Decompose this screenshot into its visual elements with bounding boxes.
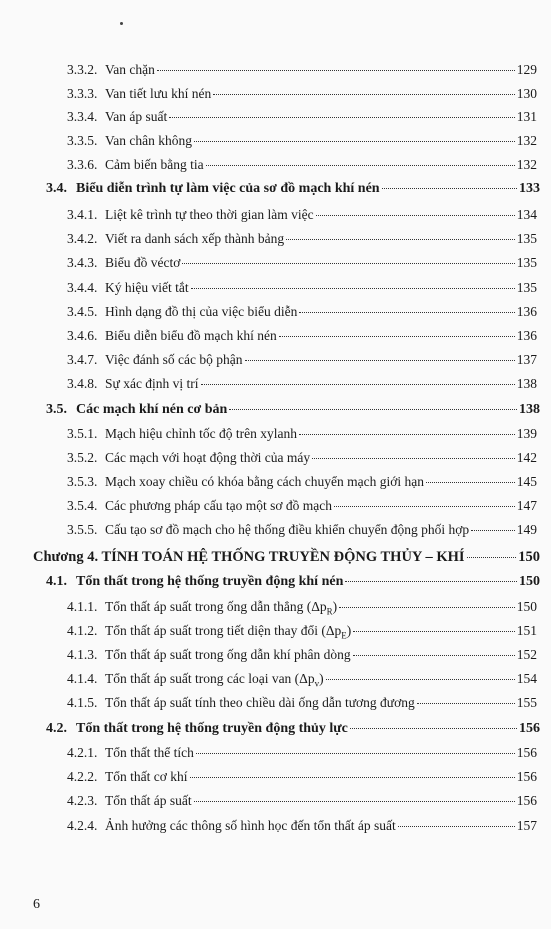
- toc-entry-number: 3.4.6.: [67, 328, 98, 343]
- toc-entry-page: 156: [519, 721, 540, 736]
- toc-entry: [67, 352, 537, 368]
- toc-entry-page: 152: [516, 647, 537, 662]
- toc-entry-number: 4.1.2.: [67, 623, 98, 638]
- toc-entry-title: [105, 62, 155, 78]
- dot-leader: [467, 557, 517, 558]
- toc-entry-title: [105, 599, 337, 617]
- toc-entry-title-text: Hình dạng đồ thị của việc biểu diễn: [105, 304, 298, 319]
- toc-entry-title-text: Tổn thất áp suất trong ống dẫn khí phân dòng: [105, 647, 351, 662]
- toc-entry: [46, 181, 540, 197]
- dot-leader: [382, 188, 517, 189]
- toc-entry-title: [105, 376, 199, 392]
- toc-entry-number: 3.3.4.: [67, 109, 98, 124]
- dot-leader: [196, 753, 515, 754]
- toc-entry-page: 132: [516, 133, 537, 148]
- toc-entry-number: 4.1.3.: [67, 647, 98, 662]
- toc-entry-title-text: Van tiết lưu khí nén: [105, 86, 212, 101]
- toc-entry-number: 3.5.1.: [67, 426, 98, 441]
- toc-entry-title: [105, 671, 324, 689]
- toc-entry-page: 131: [516, 109, 537, 124]
- toc-entry-title-text: Ảnh hưởng các thông số hình học đến tổn thất áp suất: [105, 818, 396, 833]
- toc-entry-title-text: Các phương pháp cấu tạo một sơ đồ mạch: [105, 498, 333, 513]
- dot-leader: [339, 607, 515, 608]
- dot-leader: [194, 141, 515, 142]
- toc-entry-page: 138: [516, 376, 537, 391]
- toc-entry-page: 154: [516, 671, 537, 686]
- toc-entry: [67, 255, 537, 271]
- toc-entry: [67, 498, 537, 514]
- toc-entry: [67, 623, 537, 641]
- toc-entry-page: 142: [516, 450, 537, 465]
- toc-entry-title: [105, 426, 297, 442]
- toc-entry: [67, 793, 537, 809]
- toc-entry-title-end: ): [319, 671, 324, 686]
- toc-entry-title: [105, 231, 284, 247]
- dot-leader: [194, 801, 515, 802]
- toc-entry-title: [105, 109, 167, 125]
- toc-entry-title: [105, 498, 332, 514]
- toc-entry-number: 3.3.6.: [67, 157, 98, 172]
- toc-entry: [33, 549, 540, 566]
- dot-leader: [353, 655, 515, 656]
- dot-leader: [299, 434, 515, 435]
- toc-entry-title: [105, 818, 396, 834]
- toc-entry: [67, 280, 537, 296]
- toc-entry-page: 149: [516, 522, 537, 537]
- dot-leader: [350, 728, 517, 729]
- dot-leader: [201, 384, 515, 385]
- toc-entry-number: 4.1.: [46, 574, 67, 589]
- dot-leader: [169, 117, 515, 118]
- toc-entry-title: [105, 745, 194, 761]
- toc-entry-number: 3.5.: [46, 402, 67, 417]
- toc-entry-title: [76, 402, 227, 418]
- toc-entry-title-end: ): [346, 623, 352, 638]
- toc-entry-title-text: Sự xác định vị trí: [105, 376, 199, 391]
- dot-leader: [182, 263, 514, 264]
- dot-leader: [353, 631, 514, 632]
- toc-entry: [67, 450, 537, 466]
- toc-entry: [67, 599, 537, 617]
- toc-entry-title-text: Tổn thất trong hệ thống truyền động thủy lực: [76, 721, 348, 736]
- toc-entry: [67, 62, 537, 78]
- toc-entry-title-text: Các mạch khí nén cơ bản: [76, 402, 228, 417]
- toc-entry-title: [105, 769, 188, 785]
- toc-entry-title-text: Tổn thất trong hệ thống truyền động khí nén: [76, 574, 344, 589]
- toc-entry-page: 150: [518, 549, 540, 565]
- toc-entry: [46, 402, 540, 418]
- toc-entry-page: 150: [516, 599, 537, 614]
- toc-entry-page: 135: [516, 280, 537, 295]
- toc-entry-title: [76, 721, 348, 737]
- toc-entry-page: 132: [516, 157, 537, 172]
- toc-entry-title: [105, 695, 415, 711]
- dot-leader: [426, 482, 515, 483]
- toc-entry-page: 156: [516, 793, 537, 808]
- toc-entry-title-text: Tổn thất áp suất trong tiết diện thay đổi (Δp: [105, 623, 342, 638]
- dot-leader: [316, 215, 515, 216]
- toc-entry-number: 3.5.2.: [67, 450, 98, 465]
- toc-entry-page: 136: [516, 304, 537, 319]
- dot-leader: [286, 239, 515, 240]
- toc-entry: [67, 474, 537, 490]
- toc-entry-title: [105, 474, 424, 490]
- toc-entry-number: 4.1.4.: [67, 671, 98, 686]
- page-number: 6: [33, 897, 40, 912]
- toc-entry-title-text: Cảm biến bằng tia: [105, 157, 204, 172]
- toc-entry-page: 137: [516, 352, 537, 367]
- toc-entry-number: 3.3.5.: [67, 133, 98, 148]
- toc-entry: [67, 671, 537, 689]
- toc-entry: [46, 721, 540, 737]
- toc-entry: [67, 133, 537, 149]
- toc-entry-title: [105, 86, 211, 102]
- toc-entry-title-text: Các mạch với hoạt động thời của máy: [105, 450, 311, 465]
- toc-entry-page: 147: [516, 498, 537, 513]
- toc-entry: [67, 745, 537, 761]
- toc-entry-number: 3.3.3.: [67, 86, 98, 101]
- toc-entry-title-text: Tổn thất thể tích: [105, 745, 194, 760]
- toc-entry: [67, 207, 537, 223]
- toc-entry-title-text: Van chân không: [105, 133, 192, 148]
- dot-leader: [190, 777, 515, 778]
- toc-entry-title: [105, 157, 204, 173]
- toc-entry-page: 150: [519, 574, 540, 589]
- toc-entry-title-text: Van áp suất: [105, 109, 168, 124]
- toc-entry-page: 136: [516, 328, 537, 343]
- toc-entry-title-end: ): [332, 599, 338, 614]
- toc-entry-number: 4.1.1.: [67, 599, 98, 614]
- dot-leader: [299, 312, 514, 313]
- toc-entry-number: 3.3.2.: [67, 62, 98, 77]
- toc-entry-page: 129: [516, 62, 537, 77]
- toc-entry-title-text: Tổn thất áp suất trong ống dẫn thẳng (Δp: [105, 599, 327, 614]
- toc-entry-page: 134: [516, 207, 537, 222]
- toc-entry-title: [105, 280, 189, 296]
- toc-entry: [67, 86, 537, 102]
- toc-entry-title: [105, 522, 469, 538]
- dot-leader: [157, 70, 515, 71]
- toc-entry-number: 4.1.5.: [67, 695, 98, 710]
- toc-entry-title-text: Cấu tạo sơ đồ mạch cho hệ thống điều khiển chuyển động phối hợp: [105, 522, 470, 537]
- toc-entry-title: [105, 647, 351, 663]
- toc-entry-number: 3.4.3.: [67, 255, 98, 270]
- toc-entry-page: 156: [516, 769, 537, 784]
- toc-entry-title: [105, 328, 277, 344]
- toc-entry: [67, 818, 537, 834]
- toc-entry: [46, 574, 540, 590]
- toc-entry-title: [76, 181, 380, 197]
- toc-entry-number: 4.2.: [46, 721, 67, 736]
- dot-leader: [417, 703, 515, 704]
- toc-entry-title-text: Chương 4. TÍNH TOÁN HỆ THỐNG TRUYỀN ĐỘNG THỦY – KHÍ: [33, 549, 465, 565]
- toc-entry-title: [105, 623, 351, 641]
- toc-entry-title: [105, 304, 297, 320]
- toc-entry-number: 4.2.4.: [67, 818, 98, 833]
- dot-leader: [279, 336, 515, 337]
- toc-entry-number: 4.2.2.: [67, 769, 98, 784]
- toc-entry-page: 135: [516, 231, 537, 246]
- toc-entry-number: 3.4.5.: [67, 304, 98, 319]
- toc-entry-page: 139: [516, 426, 537, 441]
- toc-entry-title: [33, 549, 465, 566]
- dot-leader: [213, 94, 514, 95]
- dot-leader: [326, 679, 515, 680]
- toc-entry-title-text: Biểu diễn biểu đồ mạch khí nén: [105, 328, 277, 343]
- dot-leader: [398, 826, 515, 827]
- toc-entry-page: 156: [516, 745, 537, 760]
- toc-entry-number: 3.5.5.: [67, 522, 98, 537]
- toc-entry-title: [105, 793, 192, 809]
- toc-entry: [67, 695, 537, 711]
- toc-entry-title: [105, 207, 314, 223]
- toc-entry-title-text: Mạch hiệu chỉnh tốc độ trên xylanh: [105, 426, 297, 441]
- toc-entry-title-text: Tổn thất áp suất: [105, 793, 192, 808]
- dot-leader: [312, 458, 515, 459]
- toc-entry-title-text: Van chặn: [105, 62, 155, 77]
- toc-entry-page: 157: [516, 818, 537, 833]
- toc-entry: [67, 426, 537, 442]
- toc-entry: [67, 157, 537, 173]
- dot-leader: [471, 530, 515, 531]
- toc-entry-title: [105, 255, 180, 271]
- toc-entry-number: 4.2.3.: [67, 793, 98, 808]
- toc-entry-page: 130: [516, 86, 537, 101]
- toc-entry-title-text: Liệt kê trình tự theo thời gian làm việc: [105, 207, 314, 222]
- toc-entry-title: [105, 133, 192, 149]
- toc-entry-page: 138: [519, 402, 540, 417]
- toc-entry-page: 135: [516, 255, 537, 270]
- toc-entry-title: [105, 450, 310, 466]
- page-dot: [120, 22, 123, 25]
- dot-leader: [206, 165, 515, 166]
- dot-leader: [345, 581, 517, 582]
- dot-leader: [191, 288, 515, 289]
- toc-entry-number: 3.4.: [46, 181, 67, 196]
- toc-entry-title-text: Biểu diễn trình tự làm việc của sơ đồ mạch khí nén: [76, 181, 380, 196]
- toc-entry-number: 3.4.1.: [67, 207, 98, 222]
- toc-entry-number: 3.4.8.: [67, 376, 98, 391]
- toc-entry: [67, 109, 537, 125]
- toc-entry-title-text: Biểu đồ véctơ: [105, 255, 181, 270]
- toc-entry: [67, 328, 537, 344]
- toc-entry-page: 155: [516, 695, 537, 710]
- toc-entry-number: 3.4.4.: [67, 280, 98, 295]
- toc-entry-title-text: Tổn thất cơ khí: [105, 769, 188, 784]
- toc-entry: [67, 769, 537, 785]
- toc-entry: [67, 304, 537, 320]
- toc-entry-page: 133: [519, 181, 540, 196]
- toc-entry: [67, 231, 537, 247]
- dot-leader: [245, 360, 515, 361]
- toc-entry-number: 3.4.7.: [67, 352, 98, 367]
- toc-entry-subscript: R: [326, 606, 333, 617]
- toc-entry-subscript: v: [314, 678, 320, 689]
- toc-entry-number: 4.2.1.: [67, 745, 98, 760]
- toc-entry-title-text: Viết ra danh sách xếp thành bảng: [105, 231, 285, 246]
- toc-entry-subscript: E: [341, 630, 347, 641]
- toc-entry-number: 3.5.4.: [67, 498, 98, 513]
- toc-entry-page: 145: [516, 474, 537, 489]
- toc-entry-title-text: Ký hiệu viết tắt: [105, 280, 189, 295]
- toc-entry-title: [105, 352, 243, 368]
- toc-entry-title-text: Mạch xoay chiều có khóa bằng cách chuyển mạch giới hạn: [105, 474, 425, 489]
- toc-entry-title: [76, 574, 343, 590]
- toc-entry: [67, 522, 537, 538]
- toc-entry-number: 3.4.2.: [67, 231, 98, 246]
- toc-entry-title-text: Việc đánh số các bộ phận: [105, 352, 243, 367]
- toc-entry: [67, 647, 537, 663]
- toc-entry-title-text: Tổn thất áp suất tính theo chiều dài ống dẫn tương đương: [105, 695, 415, 710]
- toc-entry: [67, 376, 537, 392]
- toc-entry-page: 151: [516, 623, 537, 638]
- toc-entry-title-text: Tổn thất áp suất trong các loại van (Δp: [105, 671, 315, 686]
- dot-leader: [334, 506, 515, 507]
- dot-leader: [229, 409, 517, 410]
- toc-entry-number: 3.5.3.: [67, 474, 98, 489]
